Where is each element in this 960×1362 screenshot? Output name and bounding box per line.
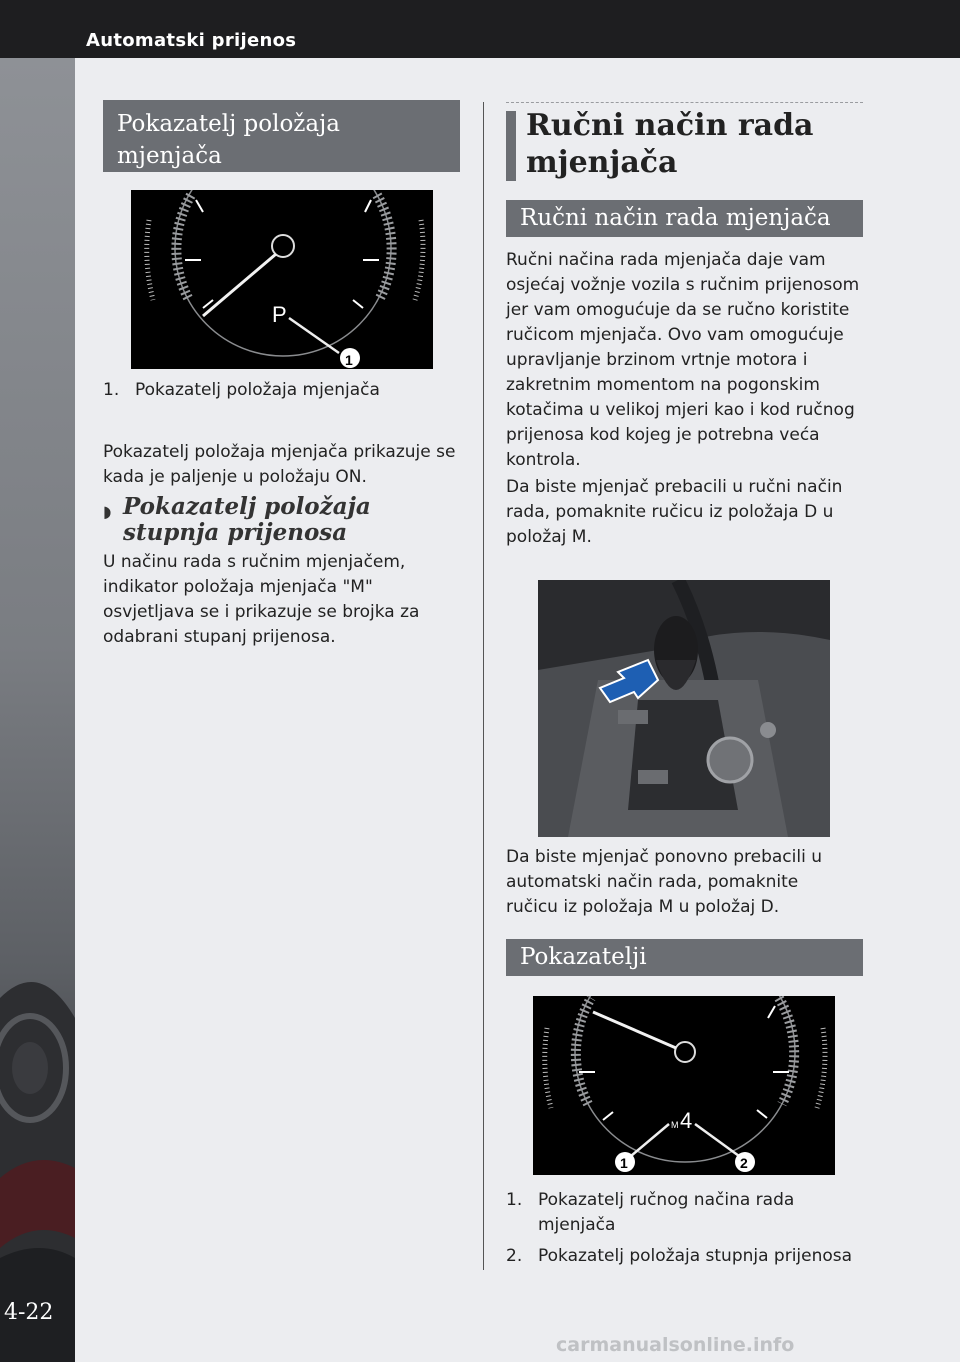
column-divider bbox=[483, 102, 484, 1270]
title-accent bbox=[506, 111, 516, 181]
watermark: carmanualsonline.info bbox=[556, 1334, 795, 1356]
callout-1: 1 bbox=[345, 352, 353, 368]
page-number: 4-22 bbox=[4, 1300, 54, 1325]
body-gear-position: U načinu rada s ručnim mjenjačem, indikator položaja mjenjača "M" osvjetljava se i prikazuje se brojka za odabrani stupanj prijenosa. bbox=[103, 552, 420, 647]
callout-1: 1 bbox=[620, 1155, 628, 1171]
chapter-title: Ručni način rada mjenjača bbox=[506, 102, 863, 184]
gear-number: 4 bbox=[680, 1108, 693, 1133]
callout-2: 2 bbox=[740, 1155, 748, 1171]
section-heading-indicators: Pokazatelji bbox=[506, 939, 863, 976]
subheading-gear-position: ◗ Pokazatelj položaja stupnja prijenosa bbox=[103, 493, 371, 546]
body-manual-mode-2: Da biste mjenjač prebacili u ručni način rada, pomaknite ručicu iz položaja D u položaj M. bbox=[506, 477, 843, 547]
section-heading-gear-indicator: Pokazatelj položaja mjenjača bbox=[103, 100, 460, 172]
body-gear-indicator: Pokazatelj položaja mjenjača prikazuje se kada je paljenje u položaju ON. bbox=[103, 442, 456, 487]
sidebar-photo-strip bbox=[0, 58, 75, 1362]
page-header bbox=[0, 0, 960, 58]
header-title: Automatski prijenos bbox=[86, 30, 297, 51]
figure-shift-lever-photo bbox=[538, 580, 830, 837]
caption-item-1: 1. Pokazatelj ručnog načina rada mjenjača bbox=[506, 1190, 795, 1235]
triangle-bullet-icon: ◗ bbox=[103, 502, 112, 521]
section-heading-manual-mode: Ručni način rada mjenjača bbox=[506, 200, 863, 237]
figure-gauge-manual bbox=[533, 996, 835, 1175]
figure-gauge-park bbox=[131, 190, 433, 369]
car-interior-photo bbox=[0, 58, 75, 1362]
gear-letter-p: P bbox=[272, 302, 287, 327]
body-manual-mode-3: Da biste mjenjač ponovno prebacili u automatski način rada, pomaknite ručicu iz položaja M u položaj D. bbox=[506, 847, 822, 917]
mode-letter-m: M bbox=[671, 1120, 679, 1130]
body-manual-mode-1: Ručni načina rada mjenjača daje vam osjećaj vožnje vozila s ručnim prijenosom jer vam omogućuje da se ručno koristite ručicom mjenjača. Ovo vam omogućuje upravljanje brzinom vrtnje motora i zakretnim momentom na pogonskim kotačima u velikoj mjeri kao i kod ručnog prijenosa kod kojeg je potrebna veća kontrola. bbox=[506, 250, 860, 470]
